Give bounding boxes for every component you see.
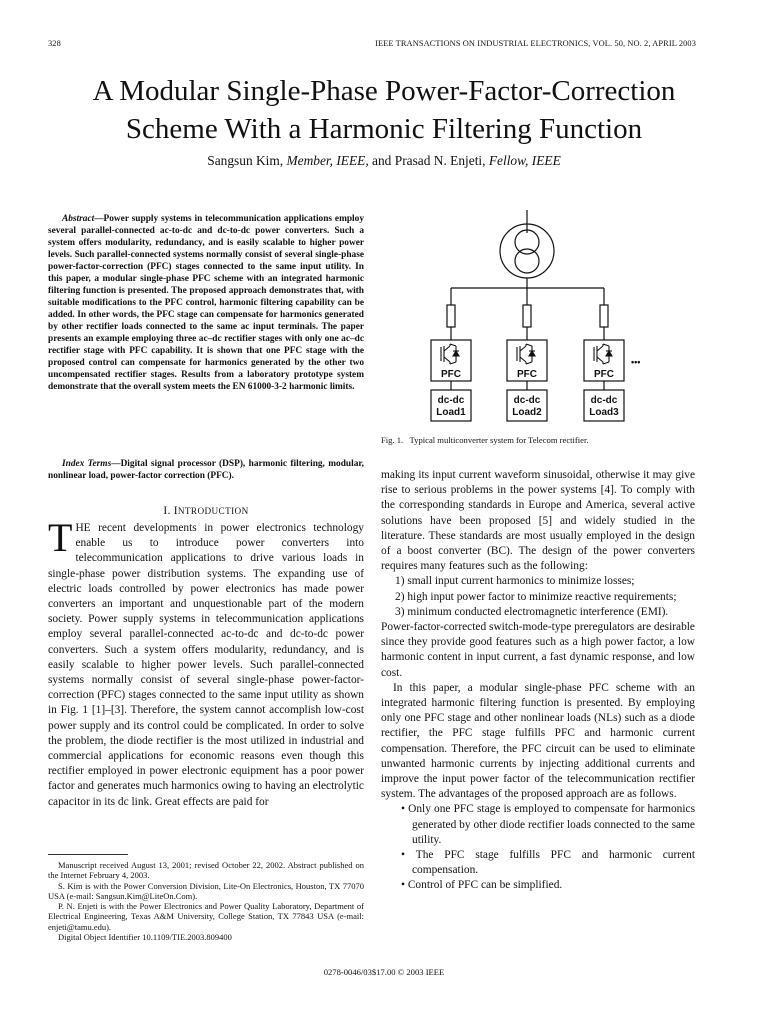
branch-fuse-3 xyxy=(600,305,608,327)
introduction-text: HE recent developments in power electronics technology enable us to introduce power converters into telecommunication applications to drive various loads in single-phase power distribution systems. The expanding use of electric loads controlled by power electronics has made power converters an important and unquestionable part of the modern society. Power supply systems in telecommunication applications employ several parallel-connected ac-to-dc and dc-to-dc power converters. Such a system offers modularity, redundancy, and is easily scalable to higher power levels. Such parallel-connected systems normally consist of several single-phase power-factor-correction (PFC) stages connected to the same input utility as shown in Fig. 1 [1]–[3]. Therefore, the system cannot accomplish low-cost power supply and its control could be complicated. In order to solve the problem, the diode rectifier is the most utilized in industrial and commercial applications for economic reasons even though this rectifier employed in power electronic equipment has a poor power factor and generates much harmonics owing to having an electrolytic capacitor in its dc link. Great effects are paid for xyxy=(48,522,364,808)
section-heading xyxy=(48,505,364,517)
igbt-switch-icon xyxy=(517,344,535,364)
continuation-ellipsis: ••• xyxy=(631,357,641,367)
footnote-author-1: S. Kim is with the Power Conversion Division, Lite-On Electronics, Houston, TX 77070 USA (e-mail: Sangsun.Kim@LiteOn.Com). xyxy=(48,880,364,901)
abstract-text: Power supply systems in telecommunication applications employ several parallel-connected ac-to-dc and dc-to-dc power converters. Such a system offers modularity, redundancy, and is easily scalable to higher power levels. Such parallel-connected systems normally consist of several single-phase power-factor-correction (PFC) stages connected to the same input utility. In this paper, a modular single-phase PFC scheme with an integrated harmonic filtering function is presented. The proposed approach demonstrates that, with suitable modifications to the PFC control, harmonic filtering capability can be added. In other words, the PFC stage can compensate for harmonics generated by other rectifier loads connected to the same ac input terminals. The paper presents an example employing three ac–dc rectifier stages with only one ac–dc rectifier stage with PFC capability. It is shown that one PFC stage with the proposed control can compensate for harmonics generated by the other two uncompensated rectifier stages. Results from a laboratory prototype system demonstrate that the overall system meets the EN 61000-3-2 harmonic limits. xyxy=(48,214,364,392)
abstract xyxy=(48,213,364,393)
author-1-role: Member, IEEE, xyxy=(286,153,369,168)
right-paragraph-1: making its input current waveform sinusoidal, otherwise it may give rise to serious problems in the power systems [4]. To comply with the corresponding standards in Europe and America, several active solutions have been proposed [5] and widely studied in the literature. These standards are most usually employed in the design of a boost converter (BC). The design of the power converters requires many features such as the following: xyxy=(381,469,695,573)
load-1-type: dc-dc xyxy=(437,395,465,406)
footnote-rule xyxy=(48,854,128,855)
load-3-type: dc-dc xyxy=(590,395,618,406)
igbt-switch-icon xyxy=(441,344,459,364)
footnote-doi: Digital Object Identifier 10.1109/TIE.2003.809400 xyxy=(58,932,232,943)
list-item: • Control of PFC can be simplified. xyxy=(401,879,563,892)
section-first-letter: I xyxy=(173,505,178,517)
index-terms xyxy=(48,458,364,482)
transformer-secondary-coil xyxy=(515,249,539,273)
footnote-author-2: P. N. Enjeti is with the Power Electronics and Power Quality Laboratory, Department of Electrical Engineering, Texas A&M University, College Station, TX 77843 USA (e-mail: enjeti@tamu.edu). xyxy=(48,901,364,932)
figure-1-caption: Fig. 1. Typical multiconverter system for Telecom rectifier. xyxy=(381,435,589,445)
list-item: 3) minimum conducted electromagnetic interference (EMI). xyxy=(395,605,669,618)
journal-header: IEEE TRANSACTIONS ON INDUSTRIAL ELECTRONICS, VOL. 50, NO. 2, APRIL 2003 xyxy=(375,39,696,48)
list-item: • Only one PFC stage is employed to compensate for harmonics generated by other diode rectifier loads connected to the same utility. xyxy=(401,803,695,846)
load-3-name: Load3 xyxy=(589,407,619,418)
index-terms-label: Index Terms xyxy=(62,459,112,469)
list-item: • The PFC stage fulfills PFC and harmonic current compensation. xyxy=(401,849,695,877)
index-terms-text: Digital signal processor (DSP), harmonic filtering, modular, nonlinear load, power-factor correction (PFC). xyxy=(48,459,364,481)
pfc-label-1: PFC xyxy=(441,369,461,380)
right-column-body xyxy=(381,468,695,894)
section-title-rest: NTRODUCTION xyxy=(177,506,249,516)
load-1-name: Load1 xyxy=(436,407,466,418)
load-2-type: dc-dc xyxy=(513,395,541,406)
abstract-label: Abstract xyxy=(62,214,95,224)
pfc-label-3: PFC xyxy=(594,369,614,380)
paper-title xyxy=(0,72,768,148)
list-item: 1) small input current harmonics to minimize losses; xyxy=(395,575,635,588)
list-item: 2) high input power factor to minimize reactive requirements; xyxy=(395,590,677,603)
right-paragraph-2: Power-factor-corrected switch-mode-type preregulators are desirable since they provide good features such as a high power factor, a low harmonic content in input current, a fast dynamic response, and low cost. xyxy=(381,621,695,679)
igbt-switch-icon xyxy=(594,344,612,364)
right-paragraph-3: In this paper, a modular single-phase PFC scheme with an integrated harmonic filtering function is presented. By employing only one PFC stage and other nonlinear loads (NLs) such as a diode rectifier, the PFC stage fulfills PFC and harmonic current compensation. Therefore, the PFC circuit can be used to eliminate unwanted harmonic currents by injecting additional currents and improve the input power factor of the telecommunication rectifier system. The advantages of the proposed approach are as follows. xyxy=(381,681,695,801)
author-1-name: Sangsun Kim, xyxy=(207,153,284,168)
abstract-dash: — xyxy=(94,214,104,224)
requirements-list xyxy=(381,574,695,620)
branch-fuse-2 xyxy=(523,305,531,327)
copyright-line: 0278-0046/03$17.00 © 2003 IEEE xyxy=(323,967,445,977)
branch-fuse-1 xyxy=(447,305,455,327)
advantages-list xyxy=(381,802,695,893)
footnotes xyxy=(48,860,364,942)
introduction-body xyxy=(48,515,364,810)
author-2-name: Prasad N. Enjeti, xyxy=(394,153,486,168)
title-line-1: A Modular Single-Phase Power-Factor-Correction xyxy=(92,75,676,107)
figure-1-diagram xyxy=(381,205,701,430)
author-line xyxy=(0,153,768,169)
page-number: 328 xyxy=(48,39,61,48)
title-line-2: Scheme With a Harmonic Filtering Function xyxy=(125,113,643,145)
footnote-manuscript: Manuscript received August 13, 2001; revised October 22, 2002. Abstract published on the Internet February 4, 2003. xyxy=(48,860,364,881)
transformer-primary-coil xyxy=(515,230,539,254)
author-2-role: Fellow, IEEE xyxy=(488,153,561,168)
section-number: I. xyxy=(163,505,171,517)
pfc-label-2: PFC xyxy=(517,369,537,380)
drop-cap: T xyxy=(48,515,73,560)
load-2-name: Load2 xyxy=(512,407,542,418)
index-terms-dash: — xyxy=(111,459,121,469)
author-conjunction: and xyxy=(372,153,392,168)
